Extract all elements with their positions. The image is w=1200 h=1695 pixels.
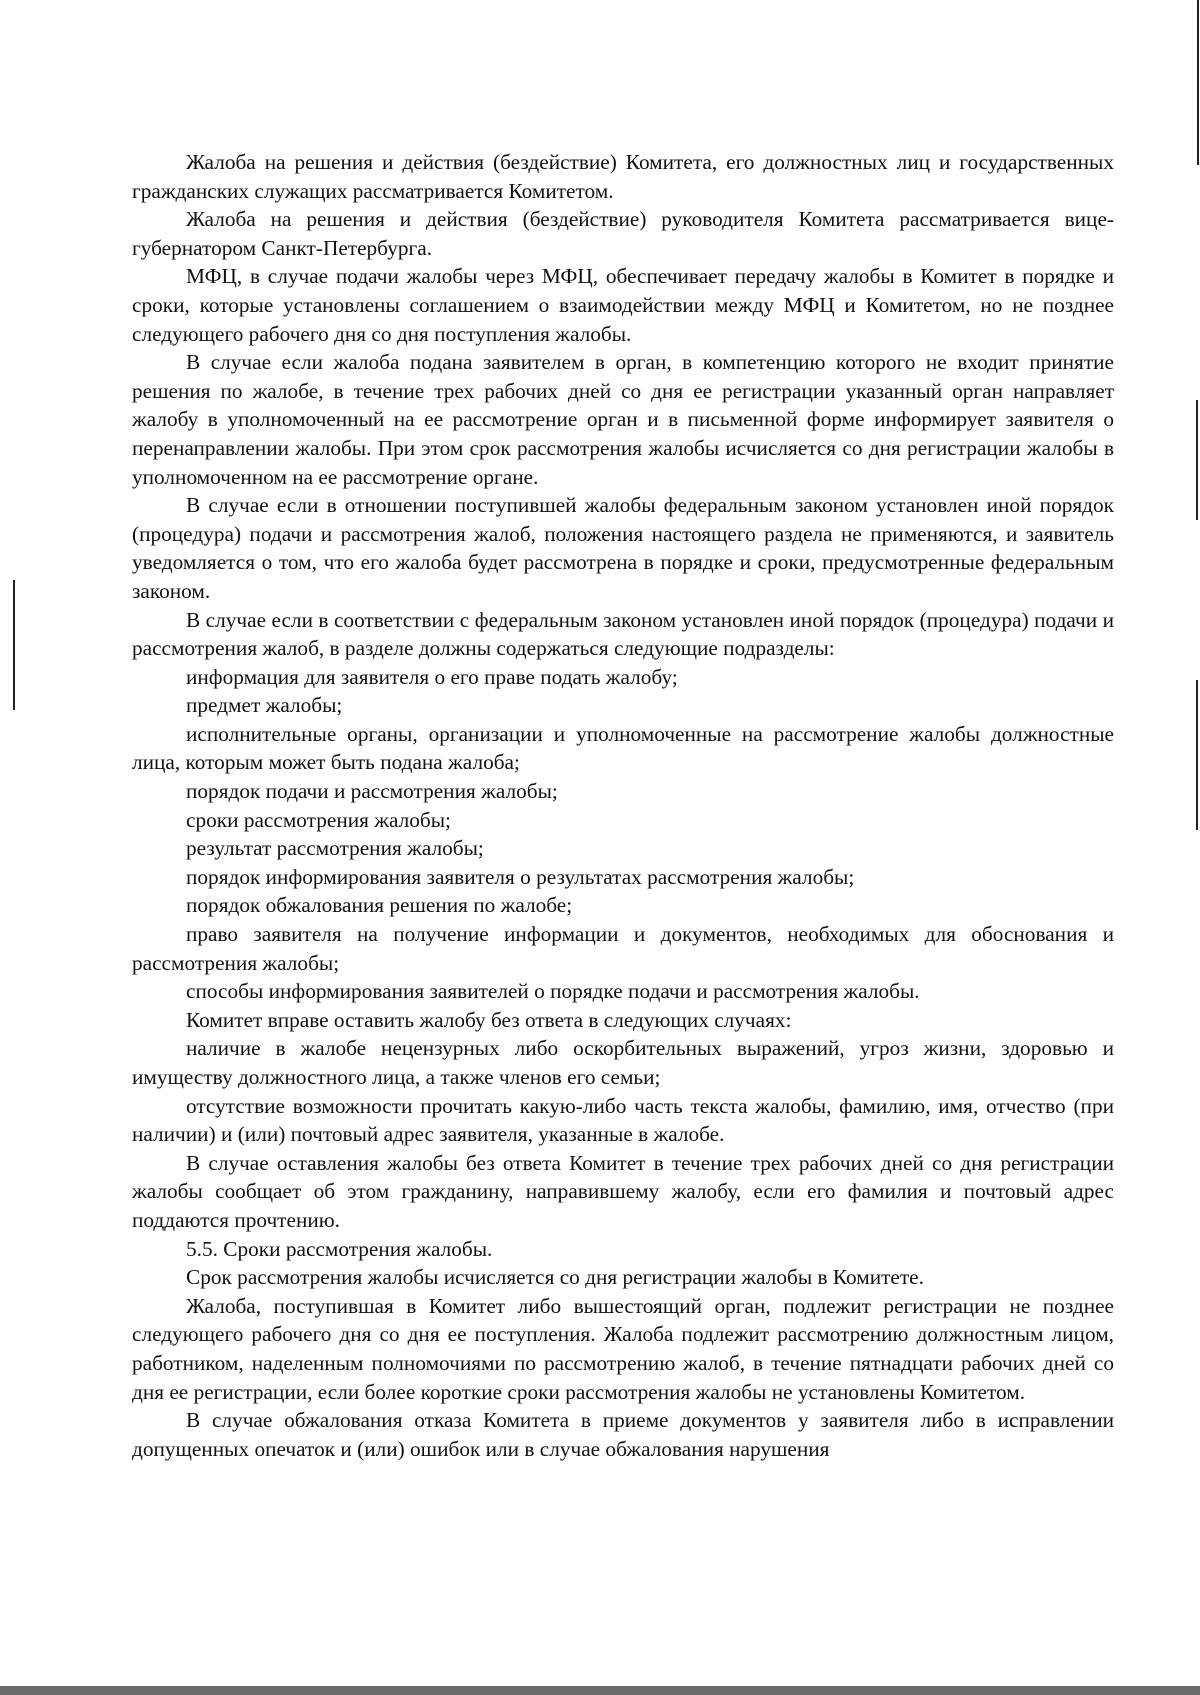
scan-edge-right-mid [1196, 400, 1198, 520]
paragraph-6: В случае если в соответствии с федеральным законом установлен иной порядок (процедура) подачи и рассмотрения жалоб, в разделе должны содержаться следующие подразделы: [132, 607, 1114, 661]
list-item: порядок подачи и рассмотрения жалобы; [186, 779, 558, 804]
paragraph-8: В случае оставления жалобы без ответа Комитет в течение трех рабочих дней со дня регистрации жалобы сообщает об этом гражданину, направившему жалобу, если его фамилия и почтовый адрес поддаются прочтению. [132, 1150, 1114, 1232]
paragraph-5: В случае если в отношении поступившей жалобы федеральным законом установлен иной порядок (процедура) подачи и рассмотрения жалоб, положения настоящего раздела не применяются, и заявитель уведомляется о том, что его жалоба будет рассмотрена в порядке и сроки, предусмотренные федеральным законом. [132, 493, 1114, 603]
list-item: способы информирования заявителей о порядке подачи и рассмотрения жалобы. [186, 979, 920, 1004]
list-item: наличие в жалобе нецензурных либо оскорбительных выражений, угроз жизни, здоровью и имуществу должностного лица, а также членов его семьи; [132, 1036, 1114, 1089]
paragraph-4: В случае если жалоба подана заявителем в орган, в компетенцию которого не входит принятие решения по жалобе, в течение трех рабочих дней со дня ее регистрации указанный орган направляет жалобу в уполномоченный на ее рассмотрение орган и в письменной форме информирует заявителя о перенаправлении жалобы. При этом срок рассмотрения жалобы исчисляется со дня регистрации жалобы в уполномоченном на ее рассмотрение органе. [132, 350, 1114, 489]
scan-bottom-shadow [0, 1686, 1200, 1695]
scan-edge-left [13, 580, 15, 710]
section-heading: 5.5. Сроки рассмотрения жалобы. [186, 1236, 493, 1261]
list-item: отсутствие возможности прочитать какую-либо часть текста жалобы, фамилию, имя, отчество (при наличии) и (или) почтовый адрес заявителя, указанные в жалобе. [132, 1093, 1114, 1147]
list-item: право заявителя на получение информации и документов, необходимых для обоснования и рассмотрения жалобы; [132, 922, 1114, 975]
paragraph-9: Срок рассмотрения жалобы исчисляется со дня регистрации жалобы в Комитете. [186, 1265, 924, 1290]
list-item: информация для заявителя о его праве подать жалобу; [186, 664, 678, 689]
paragraph-7: Комитет вправе оставить жалобу без ответа в следующих случаях: [186, 1007, 792, 1032]
paragraph-3: МФЦ, в случае подачи жалобы через МФЦ, обеспечивает передачу жалобы в Комитет в порядке и сроки, которые установлены соглашением о взаимодействии между МФЦ и Комитетом, но не позднее следующего рабочего дня со дня поступления жалобы. [132, 264, 1114, 346]
list-item: результат рассмотрения жалобы; [186, 836, 484, 861]
paragraph-2: Жалоба на решения и действия (бездействие) руководителя Комитета рассматривается вице-губернатором Санкт-Петербурга. [132, 207, 1114, 260]
scan-edge-right-low [1196, 680, 1198, 830]
paragraph-11: В случае обжалования отказа Комитета в приеме документов у заявителя либо в исправлении допущенных опечаток и (или) ошибок или в случае обжалования нарушения [132, 1408, 1114, 1461]
scan-edge-right-top [1197, 0, 1199, 165]
list-item: порядок информирования заявителя о результатах рассмотрения жалобы; [186, 864, 855, 889]
list-item: предмет жалобы; [186, 693, 343, 718]
document-body [132, 148, 1114, 1463]
paragraph-10: Жалоба, поступившая в Комитет либо вышестоящий орган, подлежит регистрации не позднее следующего рабочего дня со дня ее поступления. Жалоба подлежит рассмотрению должностным лицом, работником, наделенным полномочиями по рассмотрению жалоб, в течение пятнадцати рабочих дней со дня ее регистрации, если более короткие сроки рассмотрения жалобы не установлены Комитетом. [132, 1293, 1114, 1404]
list-item: исполнительные органы, организации и уполномоченные на рассмотрение жалобы должностные лица, которым может быть подана жалоба; [132, 721, 1114, 775]
list-item: порядок обжалования решения по жалобе; [186, 893, 573, 918]
paragraph-1: Жалоба на решения и действия (бездействие) Комитета, его должностных лиц и государственных гражданских служащих рассматривается Комитетом. [132, 150, 1114, 203]
list-item: сроки рассмотрения жалобы; [186, 807, 451, 832]
